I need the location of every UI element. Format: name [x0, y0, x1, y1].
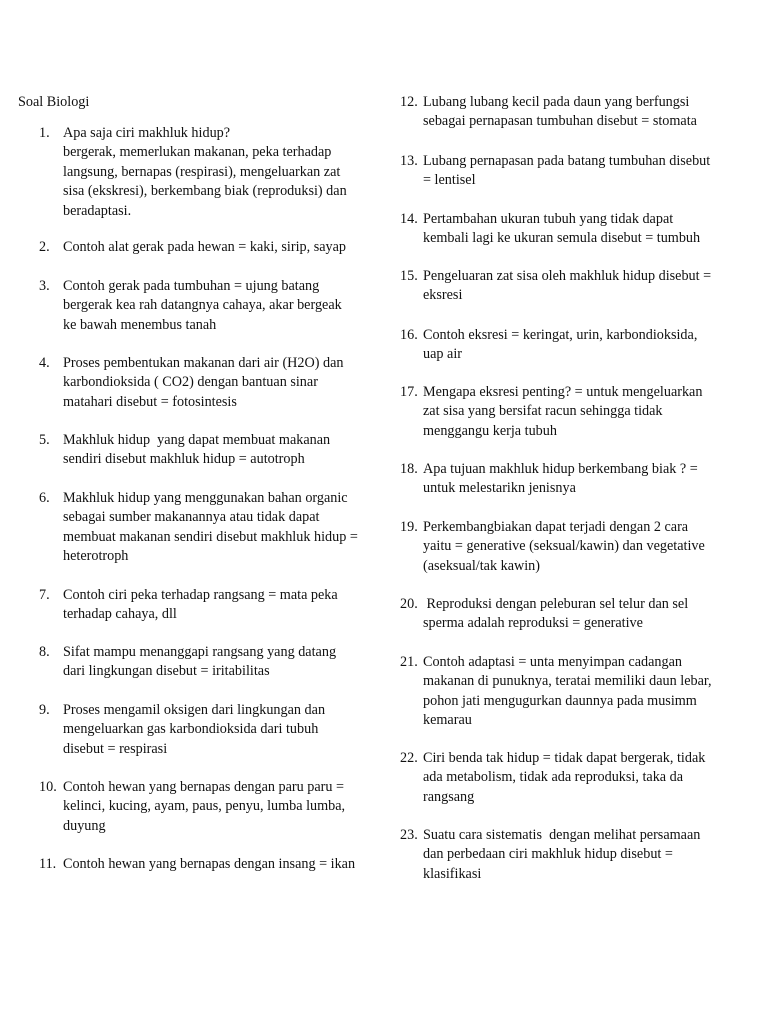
question-number: 16. — [400, 327, 418, 343]
question-number: 13. — [400, 153, 418, 169]
question-text — [423, 383, 702, 441]
question-text — [63, 354, 344, 412]
text-line: kelinci, kucing, ayam, paus, penyu, lumba lumba, — [63, 798, 346, 815]
text-line: zat sisa yang bersifat racun sehingga tidak — [423, 403, 663, 420]
question-text — [63, 124, 347, 221]
text-line: heterotroph — [63, 548, 129, 565]
text-line: Proses pembentukan makanan dari air (H2O) dan — [63, 355, 344, 371]
question-number: 23. — [400, 827, 418, 843]
question-text — [63, 277, 342, 335]
text-line: Contoh alat gerak pada hewan = kaki, sirip, sayap — [63, 239, 346, 255]
document-title: Soal Biologi — [18, 94, 90, 110]
question-text — [423, 595, 688, 634]
text-line: Sifat mampu menanggapi rangsang yang datang — [63, 644, 337, 660]
text-line: = lentisel — [423, 172, 476, 189]
text-line: Lubang lubang kecil pada daun yang berfungsi — [423, 94, 690, 110]
text-line: yaitu = generative (seksual/kawin) dan vegetative — [423, 538, 705, 555]
text-line: bergerak kea rah datangnya cahaya, akar bergeak — [63, 297, 342, 314]
text-line: untuk melestarikn jenisnya — [423, 480, 576, 497]
text-line: Contoh hewan yang bernapas dengan paru paru = — [63, 779, 345, 795]
text-line: Contoh hewan yang bernapas dengan insang = ikan — [63, 856, 356, 872]
text-line: sebagai pernapasan tumbuhan disebut = stomata — [423, 113, 697, 130]
text-line: sendiri disebut makhluk hidup = autotroph — [63, 451, 305, 468]
text-line: (aseksual/tak kawin) — [423, 557, 541, 574]
text-line: Contoh adaptasi = unta menyimpan cadangan — [423, 654, 682, 670]
text-line: terhadap cahaya, dll — [63, 606, 177, 623]
text-line: sebagai sumber makanannya atau tidak dapat — [63, 509, 320, 526]
text-line: eksresi — [423, 287, 463, 304]
text-line: Makhluk hidup yang dapat membuat makanan — [63, 432, 331, 448]
text-line: dari lingkungan disebut = iritabilitas — [63, 663, 270, 680]
text-line: Apa tujuan makhluk hidup berkembang biak ? = — [423, 461, 698, 477]
text-line: pohon jati mengugurkan daunnya pada musimm — [423, 692, 697, 709]
text-line: sperma adalah reproduksi = generative — [423, 615, 643, 632]
text-line: Ciri benda tak hidup = tidak dapat bergerak, tidak — [423, 750, 706, 766]
text-line: langsung, bernapas (respirasi), mengeluarkan zat — [63, 163, 341, 180]
text-line: Lubang pernapasan pada batang tumbuhan disebut — [423, 153, 711, 169]
text-line: Suatu cara sistematis dengan melihat persamaan — [423, 827, 701, 843]
question-number: 5. — [39, 432, 50, 448]
text-line: Reproduksi dengan peleburan sel telur dan sel — [423, 596, 689, 612]
text-line: Apa saja ciri makhluk hidup? — [63, 125, 231, 141]
text-line: disebut = respirasi — [63, 740, 168, 757]
question-number: 12. — [400, 94, 418, 110]
text-line: menggangu kerja tubuh — [423, 422, 557, 439]
question-number: 7. — [39, 587, 50, 603]
text-line: Contoh gerak pada tumbuhan = ujung batang — [63, 278, 320, 294]
text-line: makanan di punuknya, teratai memiliki daun lebar, — [423, 673, 712, 690]
text-line: Contoh ciri peka terhadap rangsang = mata peka — [63, 587, 338, 603]
text-line: sisa (ekskresi), berkembang biak (reproduksi) dan — [63, 183, 347, 200]
question-number: 3. — [39, 278, 50, 294]
text-line: uap air — [423, 346, 462, 363]
text-line: kembali lagi ke ukuran semula disebut = tumbuh — [423, 230, 701, 247]
question-text — [423, 93, 697, 132]
text-line: Mengapa eksresi penting? = untuk mengeluarkan — [423, 384, 703, 400]
question-text — [63, 643, 336, 682]
question-text — [423, 152, 710, 191]
text-line: Pengeluaran zat sisa oleh makhluk hidup disebut = — [423, 268, 712, 284]
text-line: ke bawah menembus tanah — [63, 316, 217, 333]
question-number: 6. — [39, 490, 50, 506]
question-text — [63, 586, 338, 625]
text-line: Proses mengamil oksigen dari lingkungan dan — [63, 702, 326, 718]
question-text — [423, 267, 711, 306]
question-text — [423, 653, 712, 731]
text-line: membuat makanan sendiri disebut makhluk hidup = — [63, 528, 358, 545]
question-text — [423, 749, 705, 807]
text-line: ada metabolism, tidak ada reproduksi, taka da — [423, 769, 684, 786]
question-text — [423, 210, 700, 249]
text-line: beradaptasi. — [63, 202, 132, 219]
question-number: 10. — [39, 779, 57, 795]
text-line: matahari disebut = fotosintesis — [63, 393, 237, 410]
text-line: Perkembangbiakan dapat terjadi dengan 2 cara — [423, 519, 689, 535]
question-number: 18. — [400, 461, 418, 477]
question-number: 4. — [39, 355, 50, 371]
question-number: 19. — [400, 519, 418, 535]
question-number: 8. — [39, 644, 50, 660]
text-line: Pertambahan ukuran tubuh yang tidak dapat — [423, 211, 674, 227]
text-line: klasifikasi — [423, 865, 482, 882]
question-number: 14. — [400, 211, 418, 227]
text-line: duyung — [63, 817, 106, 834]
question-text — [63, 238, 346, 257]
text-line: Makhluk hidup yang menggunakan bahan organic — [63, 490, 348, 506]
text-line: bergerak, memerlukan makanan, peka terhadap — [63, 144, 332, 161]
question-text — [423, 460, 698, 499]
text-line: karbondioksida ( CO2) dengan bantuan sinar — [63, 374, 318, 391]
question-number: 1. — [39, 125, 50, 141]
text-line: Contoh eksresi = keringat, urin, karbondioksida, — [423, 327, 698, 343]
question-number: 20. — [400, 596, 418, 612]
question-text — [423, 518, 705, 576]
question-text — [63, 431, 330, 470]
question-number: 9. — [39, 702, 50, 718]
question-number: 22. — [400, 750, 418, 766]
text-line: rangsang — [423, 788, 475, 805]
question-text — [63, 855, 355, 874]
question-number: 2. — [39, 239, 50, 255]
question-number: 17. — [400, 384, 418, 400]
text-line: kemarau — [423, 712, 472, 729]
question-text — [63, 701, 325, 759]
question-number: 15. — [400, 268, 418, 284]
text-line: dan perbedaan ciri makhluk hidup disebut = — [423, 846, 673, 863]
question-number: 21. — [400, 654, 418, 670]
text-line: mengeluarkan gas karbondioksida dari tubuh — [63, 721, 319, 738]
question-text — [423, 326, 697, 365]
question-text — [423, 826, 700, 884]
question-text — [63, 778, 345, 836]
question-number: 11. — [39, 856, 57, 872]
question-text — [63, 489, 358, 567]
